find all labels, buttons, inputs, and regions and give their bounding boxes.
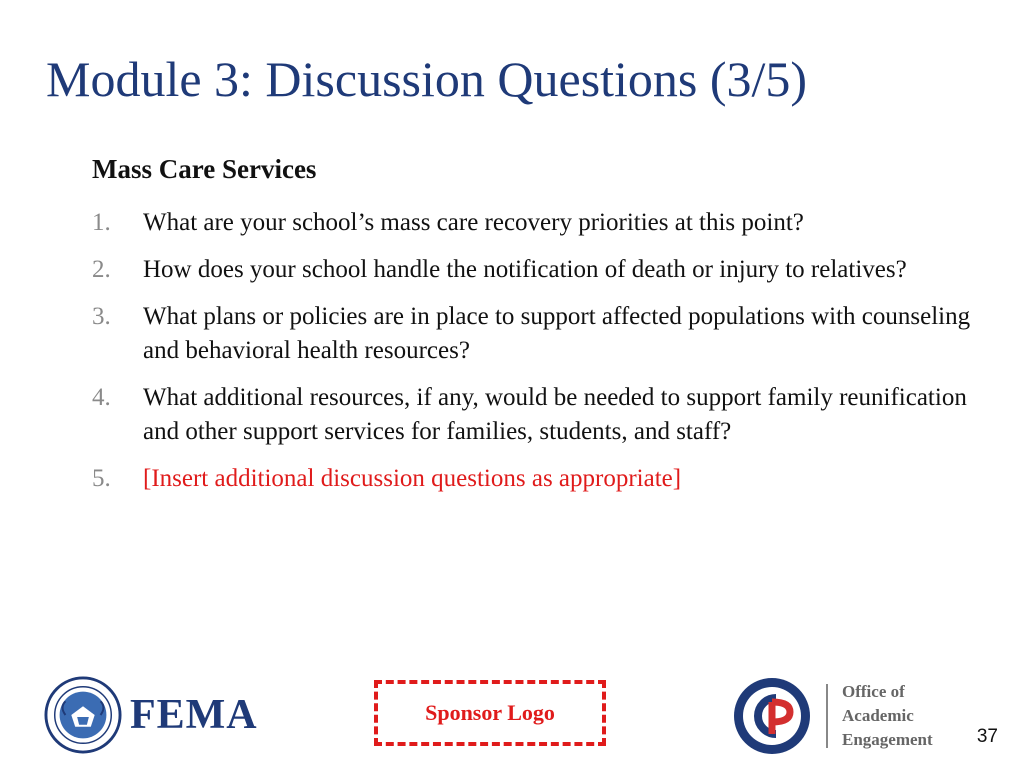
question-number: 1. [92,209,111,236]
question-text: How does your school handle the notification of death or injury to relatives? [143,256,907,283]
office-line: Engagement [842,730,933,749]
question-text: What plans or policies are in place to support affected populations with counseling and behavioral health resources? [143,303,971,364]
placeholder-question-text: [Insert additional discussion questions as appropriate] [143,465,682,492]
discussion-question-list [92,206,972,509]
question-item-4 [92,381,972,449]
question-item-3 [92,300,972,368]
question-number: 3. [92,303,111,330]
office-logo-group [732,676,933,756]
slide-title: Module 3: Discussion Questions (3/5) [46,51,808,107]
question-text: What are your school’s mass care recovery priorities at this point? [143,209,804,236]
question-number: 4. [92,384,111,411]
logo-divider [826,684,828,748]
question-number: 5. [92,465,111,492]
sponsor-logo-label: Sponsor Logo [425,700,555,725]
fema-logo-group [44,676,258,754]
question-item-2 [92,253,972,287]
office-line: Office of [842,682,905,701]
dhs-seal-icon [44,676,122,754]
question-text: What additional resources, if any, would be needed to support family reunification and other support services for families, students, and staff? [143,384,967,445]
office-line: Academic [842,706,914,725]
sponsor-logo-placeholder [374,680,606,746]
question-item-5 [92,462,972,496]
campus-resilience-logo-icon [732,676,812,756]
page-number: 37 [976,726,998,747]
question-item-1 [92,206,972,240]
question-number: 2. [92,256,111,283]
office-of-academic-engagement [842,680,933,752]
section-heading: Mass Care Services [92,154,317,184]
fema-wordmark: FEMA [130,692,258,738]
